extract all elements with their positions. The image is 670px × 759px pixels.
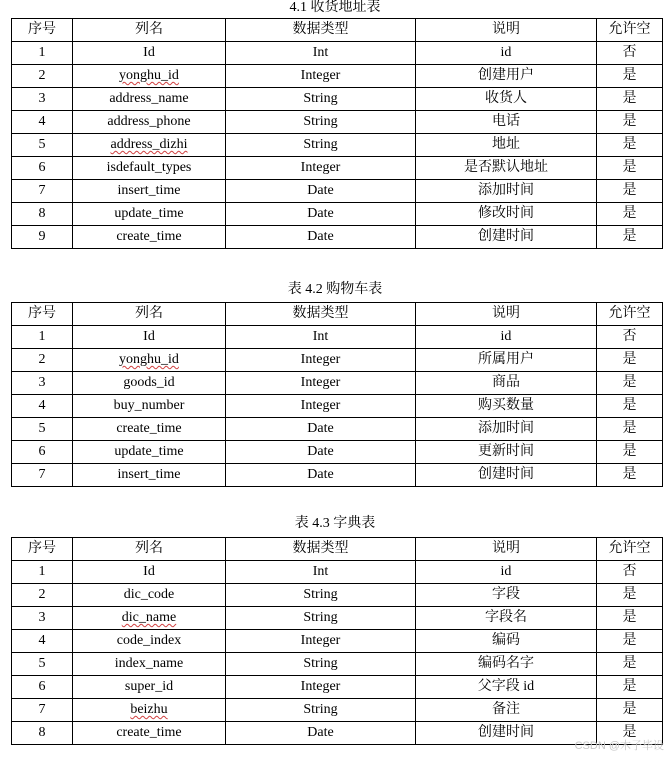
cell-text: 是 [622, 610, 637, 625]
cell-text: yonghu_id [119, 352, 179, 367]
table-cell [226, 326, 416, 349]
cell-text: 是 [622, 114, 637, 129]
cell-text: 是 [622, 68, 637, 83]
cell-text: code_index [116, 633, 182, 648]
cell-text: Integer [300, 68, 341, 83]
table-cell [12, 722, 73, 745]
cell-text: 3 [38, 91, 46, 106]
column-header: 允许空 [597, 19, 663, 42]
cell-text: Int [312, 329, 329, 344]
cell-text: String [303, 702, 338, 717]
table-cell [416, 203, 597, 226]
cell-text: Date [307, 206, 334, 221]
table-cell [597, 630, 663, 653]
cell-text: String [303, 114, 338, 129]
cell-text: 4 [38, 398, 46, 413]
cell-text: 创建时间 [478, 725, 534, 740]
table-cell [597, 88, 663, 111]
cell-text: 是 [622, 160, 637, 175]
cell-text: 是 [622, 398, 637, 413]
cell-text: 2 [38, 352, 46, 367]
cart-table [11, 302, 663, 487]
cell-text: 5 [38, 137, 46, 152]
table-cell [597, 441, 663, 464]
column-header: 说明 [416, 538, 597, 561]
cell-text: address_name [109, 91, 189, 106]
dictionary-table [11, 537, 663, 745]
table-cell [416, 226, 597, 249]
header-row [12, 538, 663, 561]
table-row [12, 326, 663, 349]
cell-text: 地址 [492, 137, 520, 152]
table-cell [12, 395, 73, 418]
cell-text: Date [307, 421, 334, 436]
table-cell [597, 584, 663, 607]
table-cell [226, 464, 416, 487]
table-row [12, 630, 663, 653]
watermark: CSDN @木子毕设 [574, 740, 664, 752]
cell-text: 2 [38, 68, 46, 83]
cell-text: 收货人 [485, 91, 527, 106]
cell-text: 2 [38, 587, 46, 602]
cell-text: 所属用户 [478, 352, 534, 367]
table-cell [226, 584, 416, 607]
table-cell [12, 134, 73, 157]
table-cell [12, 88, 73, 111]
table-cell [597, 349, 663, 372]
cell-text: Id [143, 329, 155, 344]
table-cell [226, 226, 416, 249]
table-cell [597, 65, 663, 88]
table-cell [12, 630, 73, 653]
table-cell [597, 561, 663, 584]
cell-text: Date [307, 467, 334, 482]
table-row [12, 134, 663, 157]
table-cell [12, 65, 73, 88]
table-cell [73, 699, 226, 722]
cell-text: 修改时间 [478, 206, 534, 221]
table-cell [73, 372, 226, 395]
cell-text: 编码 [492, 633, 520, 648]
cell-text: Id [143, 45, 155, 60]
caption-address-table: 4.1 收货地址表 [289, 0, 381, 15]
table-row [12, 722, 663, 745]
cell-text: 7 [38, 183, 46, 198]
cell-text: Date [307, 229, 334, 244]
cell-text: id [500, 45, 512, 60]
cell-text: Date [307, 444, 334, 459]
cell-text: insert_time [117, 183, 181, 198]
header-row [12, 303, 663, 326]
table-cell [12, 157, 73, 180]
table-cell [597, 180, 663, 203]
cell-text: 8 [38, 725, 46, 740]
cell-text: 商品 [492, 375, 520, 390]
table-cell [73, 441, 226, 464]
table-row [12, 65, 663, 88]
cell-text: 5 [38, 421, 46, 436]
table-cell [226, 349, 416, 372]
cell-text: dic_code [123, 587, 175, 602]
table-row [12, 441, 663, 464]
table-cell [73, 326, 226, 349]
table-cell [226, 203, 416, 226]
cell-text: 创建用户 [478, 68, 534, 83]
table-cell [597, 42, 663, 65]
table-cell [226, 395, 416, 418]
table-cell [12, 607, 73, 630]
table-cell [12, 326, 73, 349]
cell-text: 是 [622, 444, 637, 459]
cell-text: 备注 [492, 702, 520, 717]
cell-text: Date [307, 183, 334, 198]
cell-text: super_id [124, 679, 174, 694]
table-cell [226, 65, 416, 88]
cell-text: String [303, 656, 338, 671]
table-cell [597, 372, 663, 395]
column-header: 列名 [73, 19, 226, 42]
table-cell [73, 395, 226, 418]
table-cell [416, 630, 597, 653]
table-cell [416, 326, 597, 349]
table-row [12, 111, 663, 134]
table-cell [12, 699, 73, 722]
table-cell [73, 65, 226, 88]
table-cell [597, 326, 663, 349]
cell-text: 1 [38, 564, 46, 579]
address-table [11, 18, 663, 249]
cell-text: create_time [116, 725, 182, 740]
cell-text: String [303, 610, 338, 625]
cell-text: 是 [622, 702, 637, 717]
table-cell [12, 111, 73, 134]
cell-text: goods_id [123, 375, 175, 390]
cell-text: 6 [38, 444, 46, 459]
table-cell [73, 226, 226, 249]
table-cell [416, 607, 597, 630]
table-row [12, 561, 663, 584]
table-cell [73, 349, 226, 372]
cell-text: Int [312, 45, 329, 60]
table-cell [73, 584, 226, 607]
cell-text: 编码名字 [478, 656, 534, 671]
cell-text: 电话 [492, 114, 520, 129]
column-header: 数据类型 [226, 19, 416, 42]
cell-text: insert_time [117, 467, 181, 482]
table-cell [12, 226, 73, 249]
table-row [12, 88, 663, 111]
cell-text: 6 [38, 679, 46, 694]
table-cell [12, 349, 73, 372]
table-row [12, 464, 663, 487]
table-cell [12, 372, 73, 395]
table-cell [226, 134, 416, 157]
table-cell [416, 372, 597, 395]
table-cell [226, 111, 416, 134]
table-cell [73, 180, 226, 203]
cell-text: 是 [622, 656, 637, 671]
table-row [12, 42, 663, 65]
table-cell [12, 653, 73, 676]
cell-text: 是 [622, 467, 637, 482]
table-cell [416, 42, 597, 65]
cell-text: Integer [300, 679, 341, 694]
table-cell [597, 653, 663, 676]
column-header: 说明 [416, 19, 597, 42]
table-row [12, 653, 663, 676]
cell-text: 是 [622, 183, 637, 198]
cell-text: 购买数量 [478, 398, 534, 413]
table-cell [416, 157, 597, 180]
cell-text: create_time [116, 421, 182, 436]
cell-text: 否 [622, 564, 637, 579]
table-cell [12, 441, 73, 464]
table-cell [226, 561, 416, 584]
table-cell [226, 699, 416, 722]
cell-text: 7 [38, 702, 46, 717]
cell-text: address_dizhi [110, 137, 188, 152]
cell-text: update_time [114, 444, 184, 459]
caption-dictionary-table: 表 4.3 字典表 [294, 516, 376, 531]
column-header: 数据类型 [226, 303, 416, 326]
table-cell [597, 395, 663, 418]
cell-text: index_name [114, 656, 184, 671]
table-cell [73, 653, 226, 676]
caption-cart-table: 表 4.2 购物车表 [287, 282, 383, 297]
table-cell [73, 203, 226, 226]
table-cell [597, 699, 663, 722]
column-header: 允许空 [597, 538, 663, 561]
table-row [12, 699, 663, 722]
column-header: 序号 [12, 538, 73, 561]
cell-text: buy_number [113, 398, 185, 413]
table-cell [226, 180, 416, 203]
cell-text: 1 [38, 45, 46, 60]
table-row [12, 180, 663, 203]
table-cell [226, 653, 416, 676]
table-row [12, 607, 663, 630]
table-cell [12, 180, 73, 203]
cell-text: Integer [300, 352, 341, 367]
table-cell [226, 418, 416, 441]
table-cell [597, 676, 663, 699]
cell-text: Int [312, 564, 329, 579]
cell-text: Integer [300, 160, 341, 175]
cell-text: yonghu_id [119, 68, 179, 83]
table-cell [12, 203, 73, 226]
column-header: 列名 [73, 303, 226, 326]
table-cell [73, 607, 226, 630]
table-cell [597, 157, 663, 180]
cell-text: 是 [622, 229, 637, 244]
cell-text: 是 [622, 375, 637, 390]
table-cell [73, 722, 226, 745]
cell-text: 是 [622, 633, 637, 648]
table-cell [73, 157, 226, 180]
cell-text: 4 [38, 114, 46, 129]
table-cell [73, 134, 226, 157]
cell-text: 添加时间 [478, 421, 534, 436]
table-cell [226, 722, 416, 745]
table-cell [416, 88, 597, 111]
table-cell [416, 134, 597, 157]
cell-text: 字段 [492, 587, 520, 602]
table-cell [597, 111, 663, 134]
table-cell [416, 65, 597, 88]
cell-text: 7 [38, 467, 46, 482]
cell-text: isdefault_types [106, 160, 192, 175]
table-cell [416, 561, 597, 584]
cell-text: 是 [622, 91, 637, 106]
table-cell [226, 607, 416, 630]
cell-text: address_phone [107, 114, 191, 129]
table-cell [597, 418, 663, 441]
cell-text: 否 [622, 45, 637, 60]
table-cell [226, 676, 416, 699]
cell-text: 8 [38, 206, 46, 221]
cell-text: 创建时间 [478, 229, 534, 244]
cell-text: create_time [116, 229, 182, 244]
cell-text: 创建时间 [478, 467, 534, 482]
table-cell [226, 42, 416, 65]
cell-text: 9 [38, 229, 46, 244]
table-cell [226, 157, 416, 180]
cell-text: id [500, 564, 512, 579]
column-header: 数据类型 [226, 538, 416, 561]
cell-text: 3 [38, 375, 46, 390]
table-cell [416, 653, 597, 676]
cell-text: 3 [38, 610, 46, 625]
header-row [12, 19, 663, 42]
table-cell [416, 676, 597, 699]
table-cell [73, 676, 226, 699]
cell-text: id [500, 329, 512, 344]
table-cell [597, 203, 663, 226]
table-row [12, 372, 663, 395]
table-cell [73, 561, 226, 584]
table-row [12, 676, 663, 699]
table-cell [73, 464, 226, 487]
cell-text: 父字段 id [477, 679, 535, 694]
table-row [12, 418, 663, 441]
cell-text: beizhu [130, 702, 168, 717]
cell-text: String [303, 91, 338, 106]
table-cell [416, 722, 597, 745]
cell-text: 4 [38, 633, 46, 648]
column-header: 序号 [12, 19, 73, 42]
cell-text: 1 [38, 329, 46, 344]
table-row [12, 395, 663, 418]
table-cell [12, 418, 73, 441]
table-cell [597, 464, 663, 487]
table-cell [416, 464, 597, 487]
table-cell [416, 699, 597, 722]
table-cell [416, 584, 597, 607]
table-cell [12, 42, 73, 65]
cell-text: 更新时间 [478, 444, 534, 459]
table-cell [226, 630, 416, 653]
cell-text: 添加时间 [478, 183, 534, 198]
cell-text: Date [307, 725, 334, 740]
cell-text: update_time [114, 206, 184, 221]
cell-text: 是 [622, 725, 637, 740]
table-cell [226, 441, 416, 464]
table-cell [226, 372, 416, 395]
cell-text: 6 [38, 160, 46, 175]
table-row [12, 584, 663, 607]
cell-text: 是 [622, 679, 637, 694]
table-row [12, 203, 663, 226]
cell-text: String [303, 137, 338, 152]
table-cell [12, 584, 73, 607]
cell-text: Integer [300, 633, 341, 648]
table-row [12, 157, 663, 180]
table-cell [416, 395, 597, 418]
column-header: 允许空 [597, 303, 663, 326]
column-header: 说明 [416, 303, 597, 326]
cell-text: Id [143, 564, 155, 579]
table-cell [416, 441, 597, 464]
cell-text: 5 [38, 656, 46, 671]
table-cell [73, 418, 226, 441]
table-row [12, 349, 663, 372]
cell-text: dic_name [121, 610, 177, 625]
table-cell [12, 464, 73, 487]
cell-text: Integer [300, 398, 341, 413]
column-header: 序号 [12, 303, 73, 326]
table-cell [597, 134, 663, 157]
cell-text: 字段名 [485, 610, 527, 625]
cell-text: Integer [300, 375, 341, 390]
table-cell [597, 607, 663, 630]
table-cell [416, 180, 597, 203]
table-cell [73, 42, 226, 65]
cell-text: 是 [622, 206, 637, 221]
table-cell [416, 111, 597, 134]
cell-text: 是 [622, 421, 637, 436]
cell-text: 是否默认地址 [464, 160, 548, 175]
table-cell [12, 561, 73, 584]
table-row [12, 226, 663, 249]
cell-text: 是 [622, 137, 637, 152]
table-cell [226, 88, 416, 111]
table-cell [597, 226, 663, 249]
table-cell [12, 676, 73, 699]
table-cell [73, 630, 226, 653]
cell-text: String [303, 587, 338, 602]
table-cell [416, 349, 597, 372]
column-header: 列名 [73, 538, 226, 561]
table-cell [416, 418, 597, 441]
cell-text: 否 [622, 329, 637, 344]
cell-text: 是 [622, 352, 637, 367]
table-cell [73, 111, 226, 134]
table-cell [73, 88, 226, 111]
cell-text: 是 [622, 587, 637, 602]
